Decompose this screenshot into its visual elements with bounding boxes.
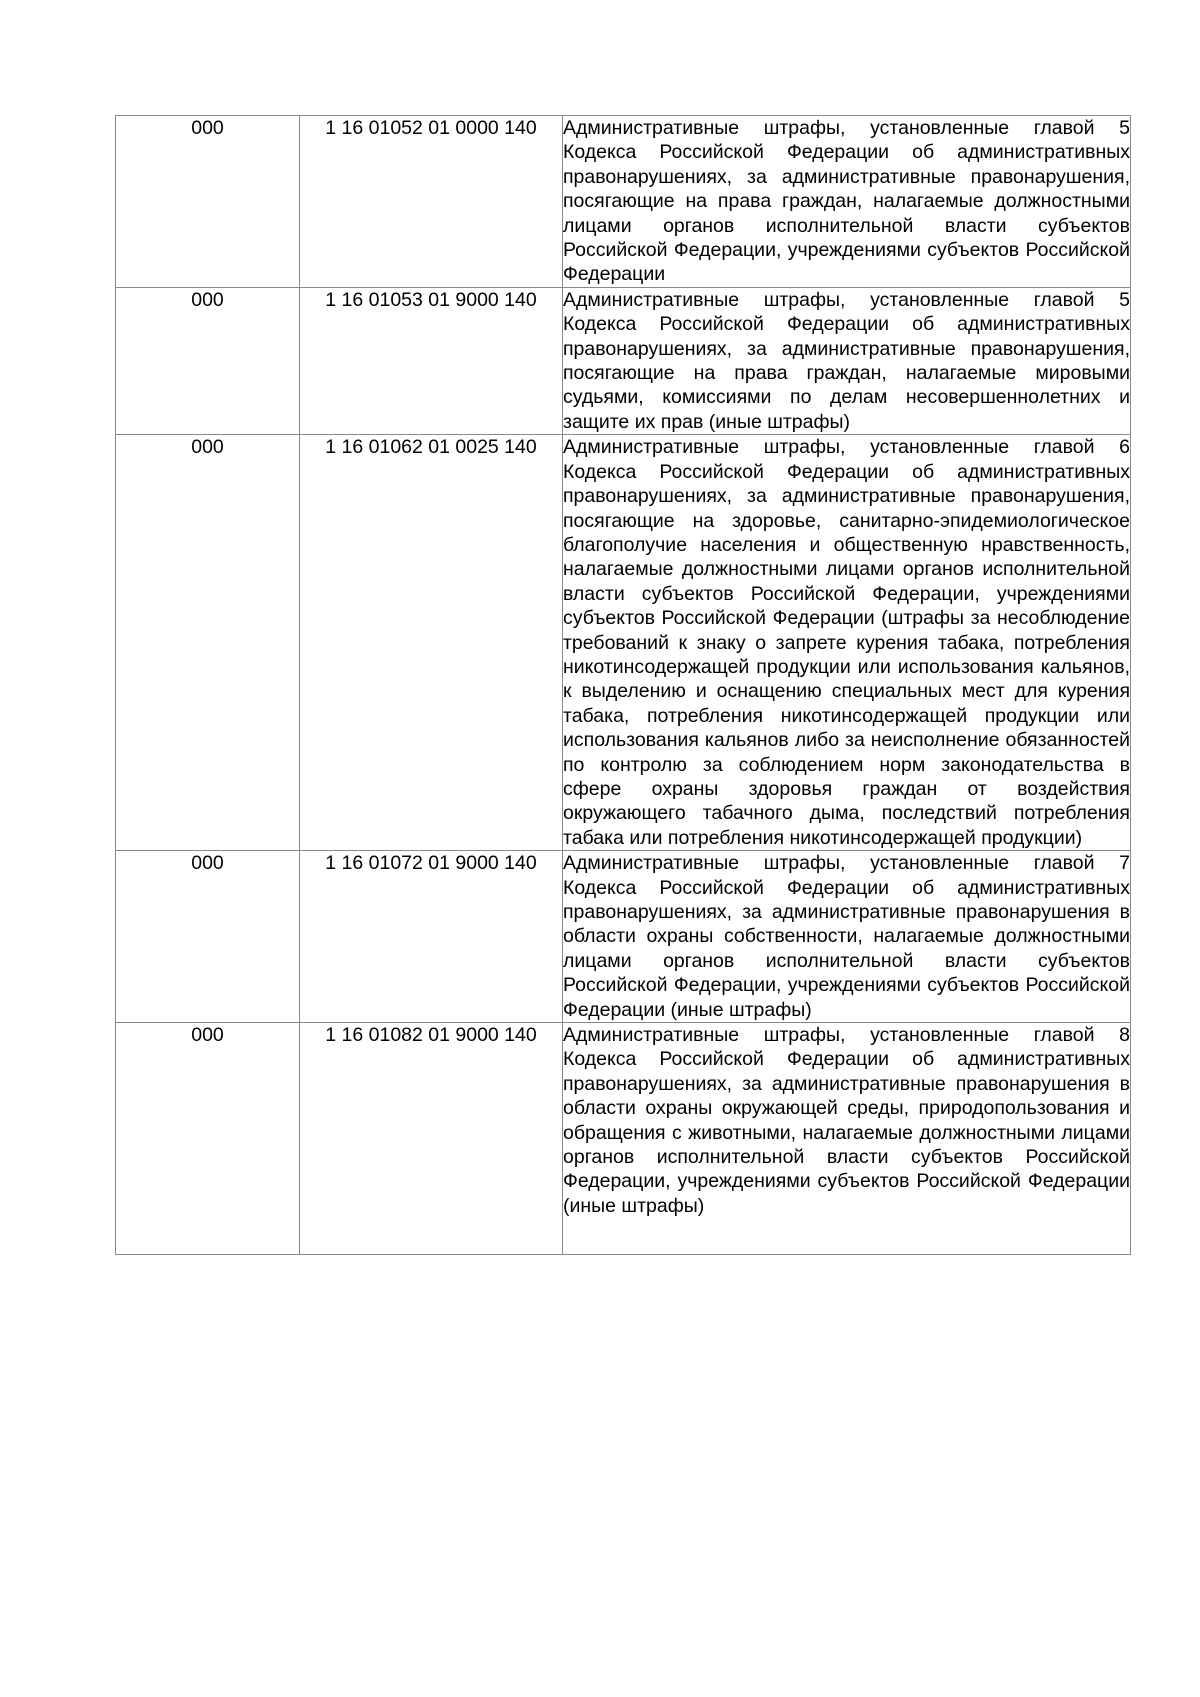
- admin-code-cell: 000: [116, 1023, 300, 1255]
- admin-code-cell: 000: [116, 851, 300, 1023]
- admin-code-cell: 000: [116, 287, 300, 434]
- description-cell: Административные штрафы, установленные главой 5 Кодекса Российской Федерации об административных правонарушениях, за административные правонарушения, посягающие на права граждан, налагаемые мировыми судьями, комиссиями по делам несовершеннолетних и защите их прав (иные штрафы): [563, 288, 1130, 433]
- kbk-code-cell: 1 16 01062 01 0025 140: [300, 435, 563, 851]
- table-row: [116, 116, 1131, 288]
- admin-code-cell: 000: [116, 435, 300, 851]
- table-body: [116, 116, 1131, 1255]
- kbk-code-cell: 1 16 01082 01 9000 140: [300, 1023, 563, 1255]
- table-row: [116, 287, 1131, 434]
- description-cell: Административные штрафы, установленные главой 5 Кодекса Российской Федерации об административных правонарушениях, за административные правонарушения, посягающие на права граждан, налагаемые должностными лицами органов исполнительной власти субъектов Российской Федерации, учреждениями субъектов Российской Федерации: [563, 117, 1130, 286]
- table-row: [116, 851, 1131, 1023]
- kbk-code-cell: 1 16 01052 01 0000 140: [300, 116, 563, 288]
- budget-codes-table: [115, 115, 1131, 1255]
- table-row: [116, 1023, 1131, 1255]
- description-cell: Административные штрафы, установленные главой 7 Кодекса Российской Федерации об административных правонарушениях, за административные правонарушения в области охраны собственности, налагаемые должностными лицами органов исполнительной власти субъектов Российской Федерации, учреждениями субъектов Российской Федерации (иные штрафы): [563, 852, 1130, 1021]
- description-cell: Административные штрафы, установленные главой 8 Кодекса Российской Федерации об административных правонарушениях, за административные правонарушения в области охраны окружающей среды, природопользования и обращения с животными, налагаемые должностными лицами органов исполнительной власти субъектов Российской Федерации, учреждениями субъектов Российской Федерации (иные штрафы): [563, 1023, 1131, 1255]
- table-row: [116, 435, 1131, 851]
- kbk-code-cell: 1 16 01053 01 9000 140: [300, 287, 563, 434]
- admin-code-cell: 000: [116, 116, 300, 288]
- kbk-code-cell: 1 16 01072 01 9000 140: [300, 851, 563, 1023]
- description-cell: Административные штрафы, установленные главой 6 Кодекса Российской Федерации об административных правонарушениях, за административные правонарушения, посягающие на здоровье, санитарно-эпидемиологическое благополучие населения и общественную нравственность, налагаемые должностными лицами органов исполнительной власти субъектов Российской Федерации, учреждениями субъектов Российской Федерации (штрафы за несоблюдение требований к знаку о запрете курения табака, потребления никотинсодержащей продукции или использования кальянов, к выделению и оснащению специальных мест для курения табака, потребления никотинсодержащей продукции или использования кальянов либо за неисполнение обязанностей по контролю за соблюдением норм законодательства в сфере охраны здоровья граждан от воздействия окружающего табачного дыма, последствий потребления табака или потребления никотинсодержащей продукции): [563, 436, 1130, 849]
